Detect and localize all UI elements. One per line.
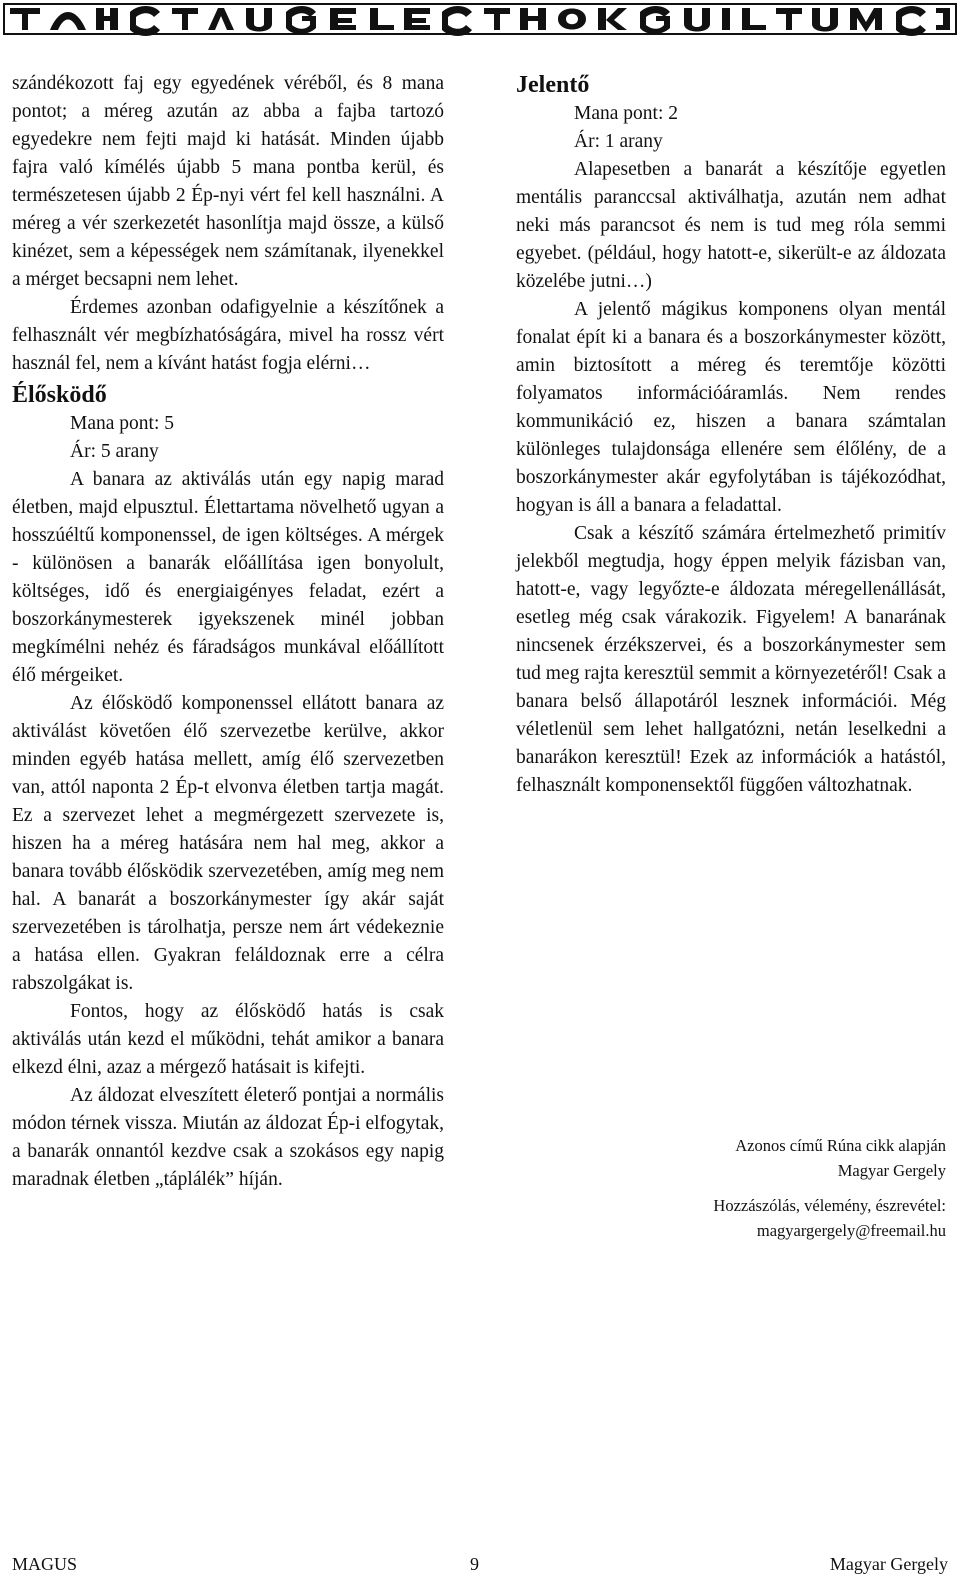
left-column bbox=[12, 70, 444, 1194]
decorative-banner bbox=[0, 0, 960, 38]
section-heading-jelento: Jelentő bbox=[516, 72, 590, 98]
left-paragraph-1: szándékozott faj egy egyedének véréből, és 8 mana pontot; a méreg azután az abba a fajba tartozó egyedekre nem fejti majd ki hatását. Minden újabb fajra való kímélés újabb 5 mana pontba kerül, és természetesen újabb 2 Ép-nyi vért fel kell használni. A méreg a vér szerkezetét hasonlítja majd össze, a külső kinézet, sem a képességek nem számítanak, ilyenekkel a mérget becsapni nem lehet. bbox=[12, 73, 444, 290]
credit-source: Azonos című Rúna cikk alapján bbox=[735, 1136, 946, 1155]
mana-points: Mana pont: 2 bbox=[574, 103, 678, 124]
section-paragraph: Csak a készítő számára értelmezhető primitív jelekből megtudja, hogy éppen melyik fázisban van, hatott-e, vagy legyőzte-e áldozata méregellenállását, esetleg még csak várakozik. Figyelem! A banarának nincsenek érzékszervei, és a boszorkánymester sem tud meg rajta keresztül semmit a környezetéről! Csak a banara belső állapotáról lesznek információi. Még véletlenül sem lehet hallgatózni, netán leselkedni a banarákon keresztül! Ezek az információk a hatástól, felhasznált komponensektől függően változhatnak. bbox=[516, 523, 946, 796]
page-number: 9 bbox=[470, 1554, 479, 1574]
feedback-label: Hozzászólás, vélemény, észrevétel: bbox=[713, 1196, 946, 1215]
section-paragraph: Az élősködő komponenssel ellátott banara az aktiválást követően élő szervezetbe kerülve, akkor minden egyéb hatása mellett, amíg élő szervezetben van, attól naponta 2 Ép-t elvonva életben tartja magát. Ez a szervezet lehet a megmérgezett szervezete is, hiszen ha a méreg hatására nem hal meg, akkor a banara tovább élősködik szervezetében, amíg meg nem hal. A banarát a boszorkánymester így akár saját szervezetében is tárolhatja, persze nem árt védekeznie a hatása ellen. Gyakran feláldoznak erre a célra rabszolgákat is. bbox=[12, 693, 444, 994]
mana-points: Mana pont: 5 bbox=[70, 413, 174, 434]
section-paragraph: Fontos, hogy az élősködő hatás is csak aktiválás után kezd el működni, tehát amikor a banara elkezd élni, azaz a mérgező hatásait is kifejti. bbox=[12, 1001, 444, 1078]
article-credits bbox=[630, 1133, 946, 1243]
gothic-banner-icon bbox=[0, 0, 960, 38]
credit-author: Magyar Gergely bbox=[837, 1161, 946, 1180]
section-paragraph: Az áldozat elveszített életerő pontjai a normális módon térnek vissza. Miután az áldozat Ép-i elfogytak, a banarák onnantól kezdve csak a szokásos egy napig maradnak életben „táplálék” híján. bbox=[12, 1085, 444, 1190]
footer-publication: MAGUS bbox=[12, 1554, 78, 1574]
section-paragraph: Alapesetben a banarát a készítője egyetlen mentális paranccsal aktiválhatja, azután nem adhat neki más parancsot és nem is tud meg róla semmi egyebet. (például, hogy hatott-e, sikerült-e az áldozata közelébe jutni…) bbox=[516, 159, 946, 292]
right-column bbox=[516, 70, 946, 800]
section-heading-elosködő: Élősködő bbox=[12, 382, 107, 408]
section-paragraph: A banara az aktiválás után egy napig marad életben, majd elpusztul. Élettartama növelhető ugyan a hosszúéltű komponenssel, de igen költséges. A mérgek - különösen a banarák előállítása igen bonyolult, költséges, idő és energiaigényes feladat, ezért a boszorkánymesterek igyekszenek minél jobban megkímélni nehéz és fáradságos munkával előállított élő mérgeiket. bbox=[12, 469, 444, 686]
price: Ár: 5 arany bbox=[70, 441, 159, 462]
price: Ár: 1 arany bbox=[574, 131, 663, 152]
author-email: magyargergely@freemail.hu bbox=[756, 1221, 946, 1240]
section-paragraph: A jelentő mágikus komponens olyan mentál fonalat épít ki a banara és a boszorkánymester között, amin biztosított a méreg és teremtője közötti folyamatos információáramlás. Nem rendes kommunikáció ez, hiszen a banara számtalan különleges tulajdonsága ellenére sem élőlény, de a boszorkánymester akár egyfolytában is tájékozódhat, hogyan is áll a banara a feladattal. bbox=[516, 299, 946, 516]
left-paragraph-2: Érdemes azonban odafigyelnie a készítőnek a felhasznált vér megbízhatóságára, mivel ha rossz vért használ fel, nem a kívánt hatást fogja elérni… bbox=[12, 297, 444, 374]
footer-author: Magyar Gergely bbox=[829, 1554, 948, 1574]
